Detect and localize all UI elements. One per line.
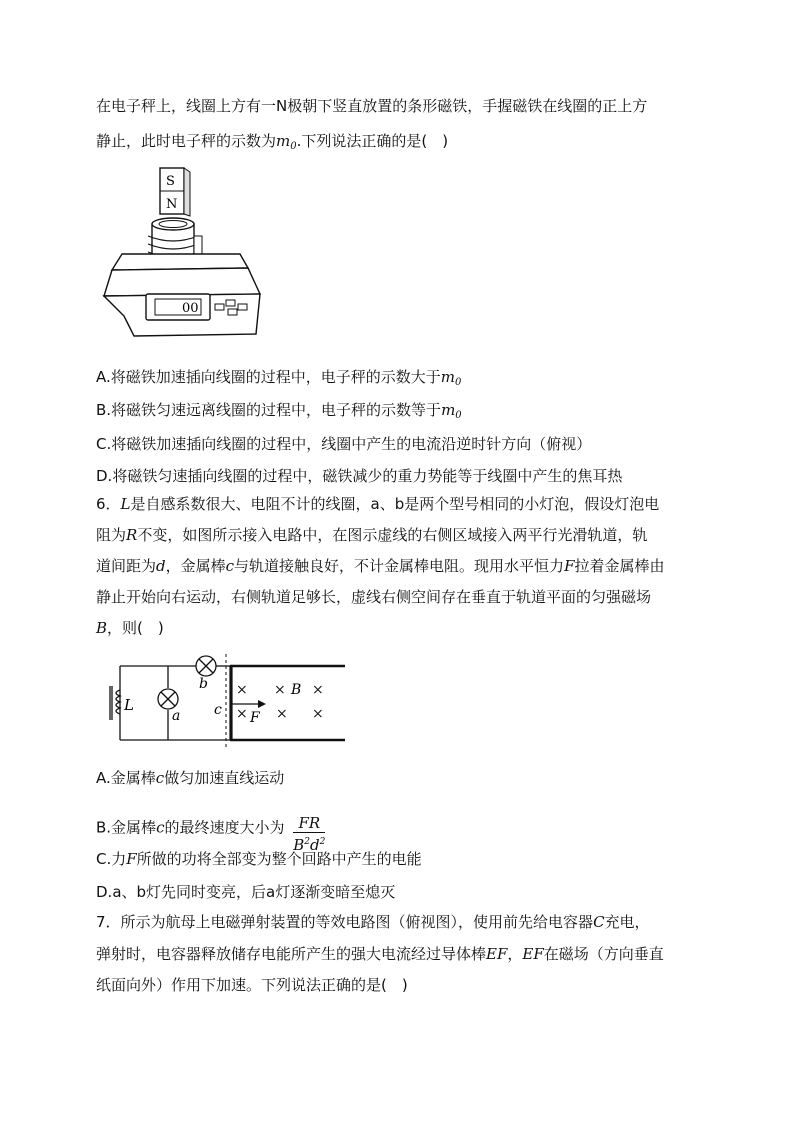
question5-line1: 在电子秤上，线圈上方有一N极朝下竖直放置的条形磁铁，手握磁铁在线圈的正上方 xyxy=(96,97,648,115)
q6-option-a: A.金属棒c做匀加速直线运动 xyxy=(96,769,285,787)
field-cross: × xyxy=(236,706,248,722)
circuit-figure xyxy=(100,652,350,752)
lamp-b-label: b xyxy=(199,676,208,692)
m0-symbol: $m_0$ xyxy=(441,401,462,421)
q5-option-b: B.将磁铁匀速远离线圈的过程中，电子秤的示数等于$m_0$ xyxy=(96,401,462,421)
inductor-label: L xyxy=(124,696,134,714)
magnet-n-label: N xyxy=(166,197,178,212)
field-cross: × xyxy=(236,682,248,698)
q5-option-a: A.将磁铁加速插向线圈的过程中，电子秤的示数大于$m_0$ xyxy=(96,368,462,388)
scale-display: 00 xyxy=(182,301,199,316)
q6-line1: 6．L是自感系数很大、电阻不计的线圈，a、b是两个型号相同的小灯泡，假设灯泡电 xyxy=(96,495,660,513)
force-label: F xyxy=(250,710,260,726)
velocity-fraction xyxy=(293,814,325,854)
q6-option-b: B.金属棒c的最终速度大小为 $\frac{FR}{B^2d^2}$ xyxy=(96,814,326,854)
m0-symbol: $m_0$ xyxy=(276,132,297,152)
scale-magnet-figure xyxy=(100,166,270,344)
q5-option-c: C.将磁铁加速插向线圈的过程中，线圈中产生的电流沿逆时针方向（俯视） xyxy=(96,435,592,453)
electronic-scale xyxy=(104,254,260,336)
field-cross: × xyxy=(274,682,286,698)
bar-magnet xyxy=(160,168,190,216)
field-cross: × xyxy=(276,706,288,722)
q6-line2: 阻为R不变，如图所示接入电路中，在图示虚线的右侧区域接入两平行光滑轨道，轨 xyxy=(96,526,648,544)
q6-line5: B，则( ) xyxy=(96,619,164,637)
field-cross: × xyxy=(312,682,324,698)
m0-symbol: $m_0$ xyxy=(440,368,462,388)
q6-option-d: D.a、b灯先同时变亮，后a灯逐渐变暗至熄灭 xyxy=(96,883,396,901)
field-cross: × xyxy=(312,706,324,722)
magnet-s-label: S xyxy=(166,174,175,189)
q7-line3: 纸面向外）作用下加速。下列说法正确的是( ) xyxy=(96,976,408,994)
rod-c-label: c xyxy=(214,702,222,718)
fraction-denominator: $B^2d^2$ xyxy=(293,836,326,854)
q7-line1: 7．所示为航母上电磁弹射装置的等效电路图（俯视图），使用前先给电容器C充电， xyxy=(96,913,650,931)
q6-line3: 道间距为d，金属棒c与轨道接触良好，不计金属棒电阻。现用水平恒力F拉着金属棒由 xyxy=(96,557,665,575)
lamp-a-label: a xyxy=(172,708,181,724)
q6-option-c: C.力F所做的功将全部变为整个回路中产生的电能 xyxy=(96,850,422,868)
fraction-numerator: FR xyxy=(293,814,325,833)
q7-line2: 弹射时，电容器释放储存电能所产生的强大电流经过导体棒EF，EF在磁场（方向垂直 xyxy=(96,945,664,963)
field-label: B xyxy=(291,682,302,698)
text: 静止，此时电子秤的示数为 xyxy=(96,132,277,150)
q6-line4: 静止开始向右运动，右侧轨道足够长，虚线右侧空间存在垂直于轨道平面的匀强磁场 xyxy=(96,588,652,606)
text: .下列说法正确的是( ) xyxy=(296,132,449,150)
question5-line2 xyxy=(96,131,448,157)
q5-option-d: D.将磁铁匀速插向线圈的过程中，磁铁减少的重力势能等于线圈中产生的焦耳热 xyxy=(96,467,623,485)
